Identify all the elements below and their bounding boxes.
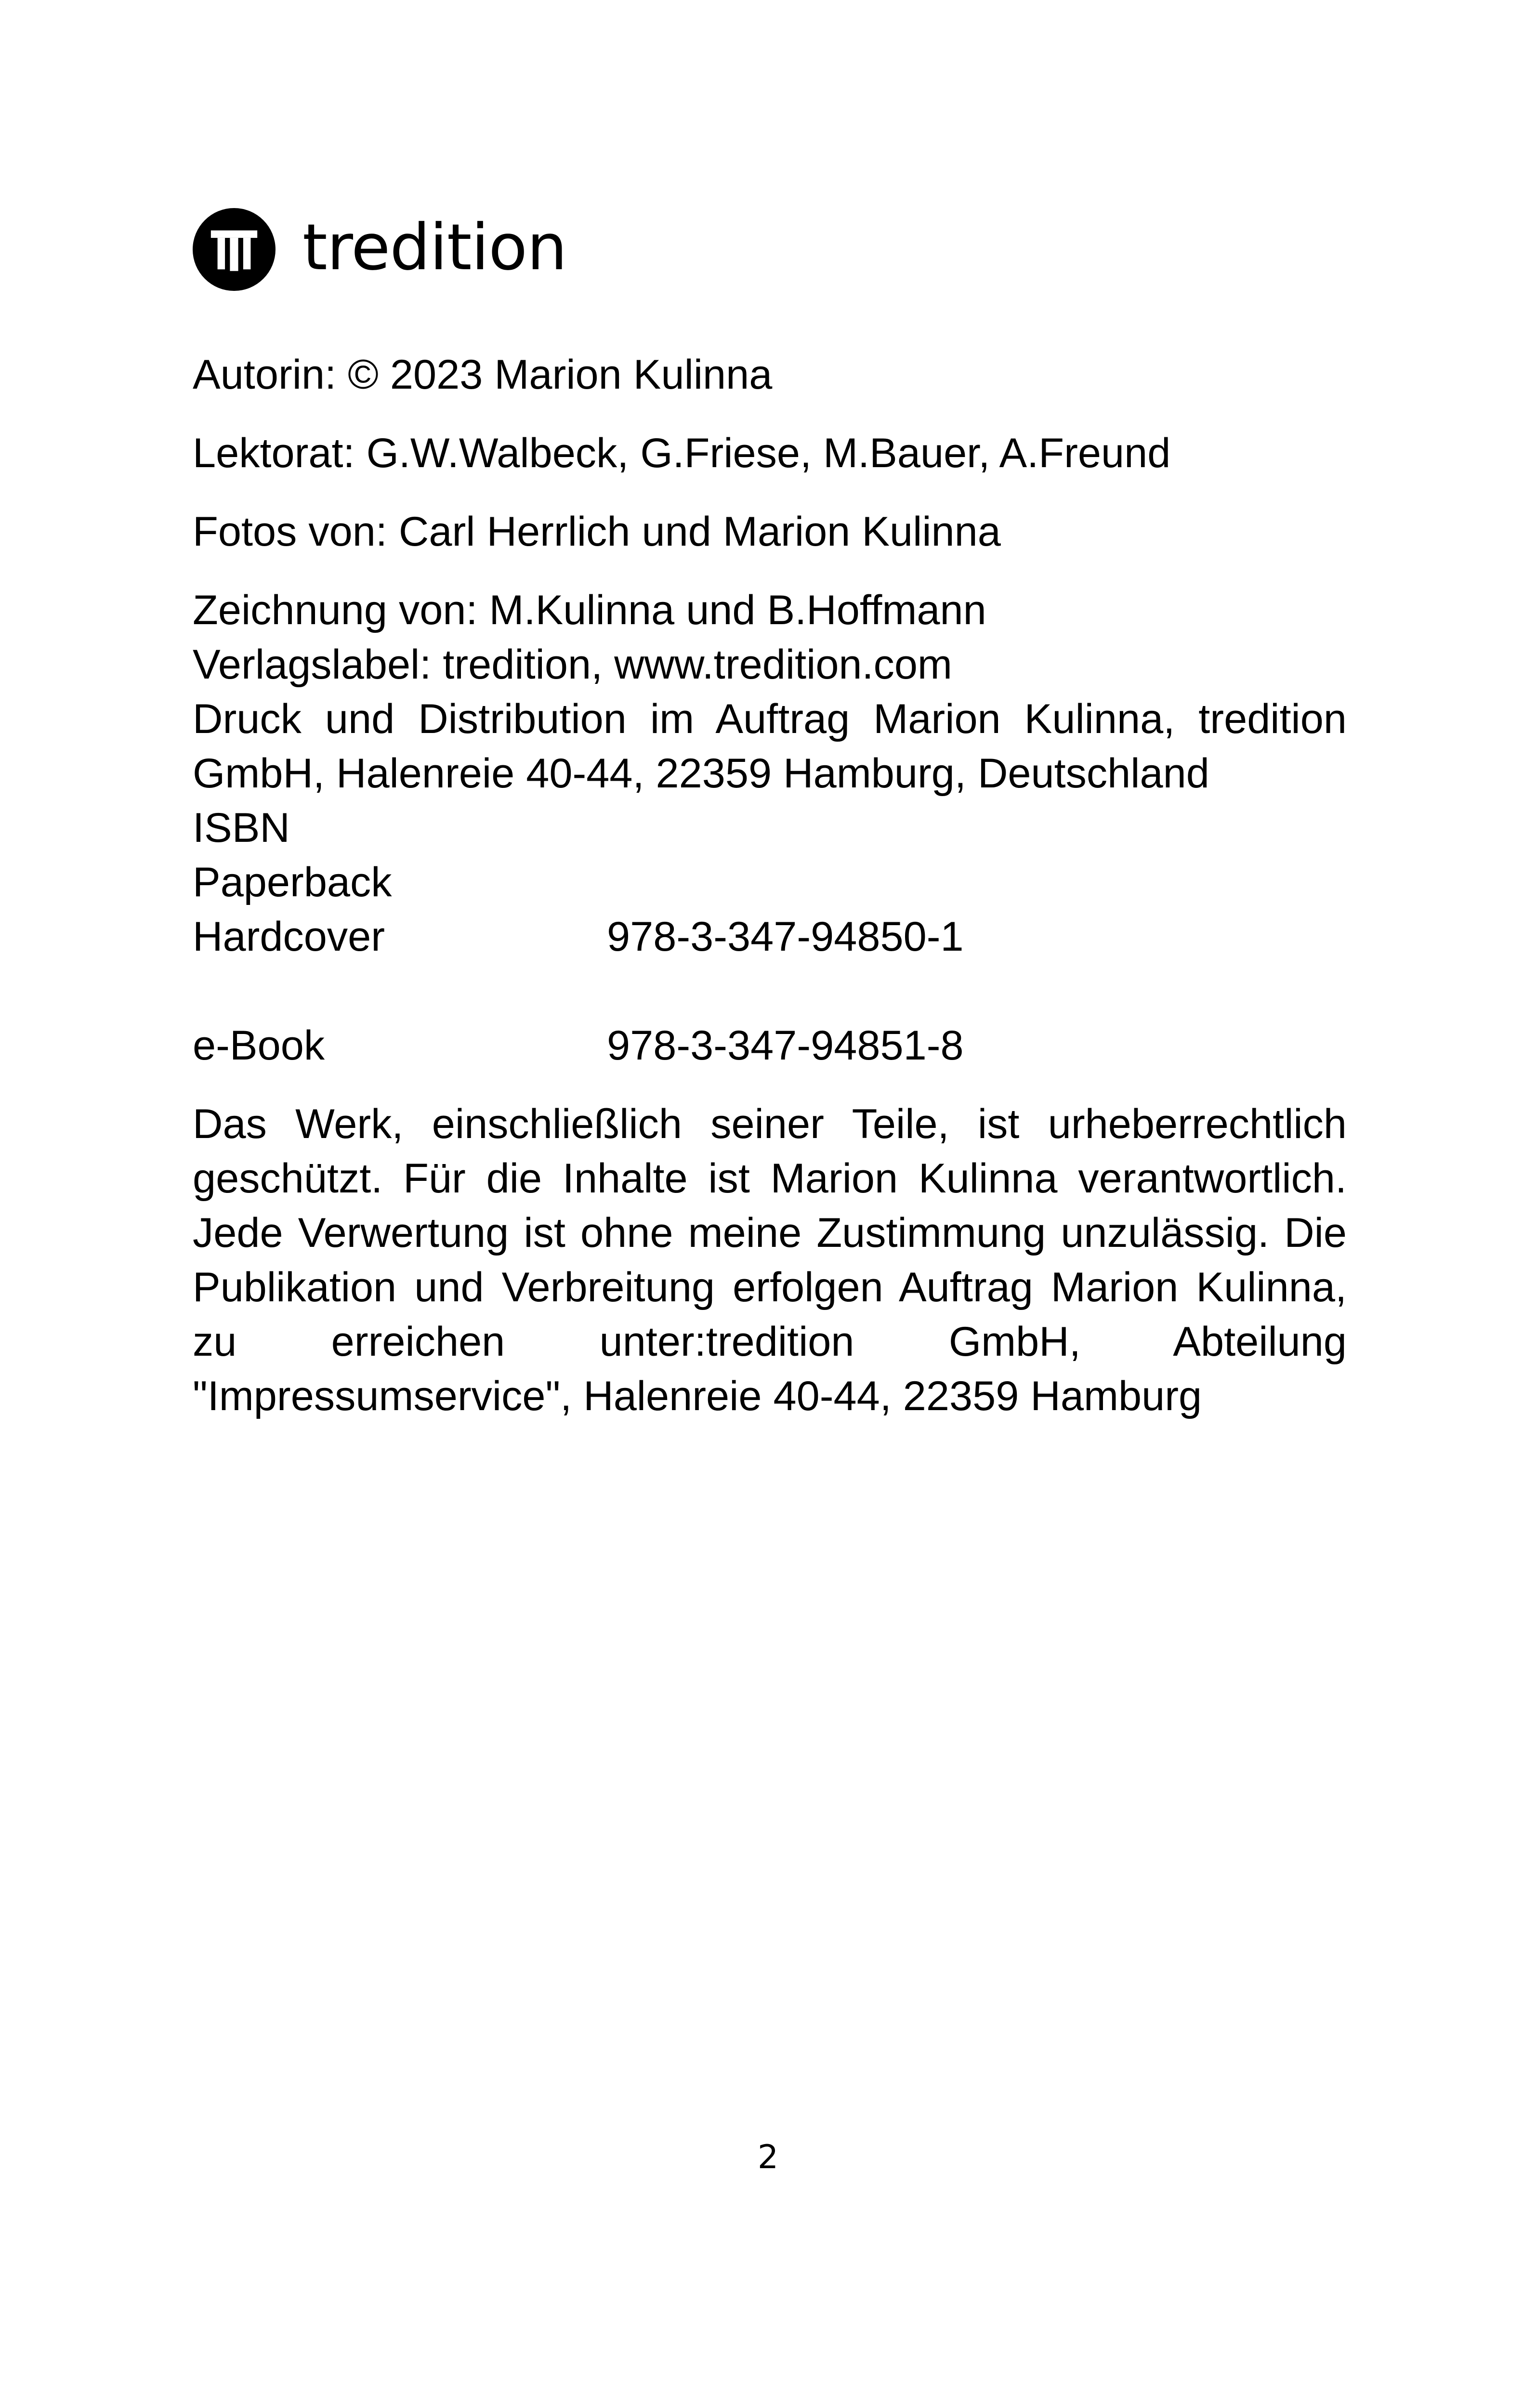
author-line: Autorin: © 2023 Marion Kulinna <box>193 352 773 398</box>
isbn-heading: ISBN <box>193 805 290 851</box>
hardcover-isbn: 978-3-347-94850-1 <box>607 914 964 960</box>
page-number: 2 <box>757 2138 779 2176</box>
ebook-isbn-row <box>193 1019 1347 1073</box>
publisher-label-line: Verlagslabel: tredition, www.tredition.com <box>193 641 952 688</box>
ebook-isbn: 978-3-347-94851-8 <box>607 1022 964 1069</box>
paperback-label: Paperback <box>193 859 392 905</box>
copyright-notice: Das Werk, einschließlich seiner Teile, ist urheberrechtlich geschützt. Für die Inhalte ist Marion Kulinna verantwortlich. Jede Verwertung ist ohne meine Zustimmung unzulässig. Die Publikation und Verbreitung erfolgen Auftrag Marion Kulinna, zu erreichen unter:tredition GmbH, Abteilung "Impressumservice", Halenreie 40-44, 22359 Hamburg <box>193 1101 1347 1419</box>
hardcover-label: Hardcover <box>193 914 385 960</box>
imprint-block <box>193 348 1347 1424</box>
distribution-paragraph: Druck und Distribution im Auftrag Marion Kulinna, tredition GmbH, Halenreie 40-44, 22359 Hamburg, Deutschland <box>193 696 1347 797</box>
drawings-line: Zeichnung von: M.Kulinna und B.Hoffmann <box>193 587 986 633</box>
logo-wordmark: tredition <box>302 210 567 285</box>
publisher-logo <box>193 206 567 293</box>
photos-line: Fotos von: Carl Herrlich und Marion Kulinna <box>193 509 1001 555</box>
ebook-label: e-Book <box>193 1022 325 1069</box>
hardcover-isbn-row <box>193 910 1347 964</box>
editing-line: Lektorat: G.W.Walbeck, G.Friese, M.Bauer, A.Freund <box>193 430 1171 476</box>
tredition-logo-icon <box>193 208 276 291</box>
